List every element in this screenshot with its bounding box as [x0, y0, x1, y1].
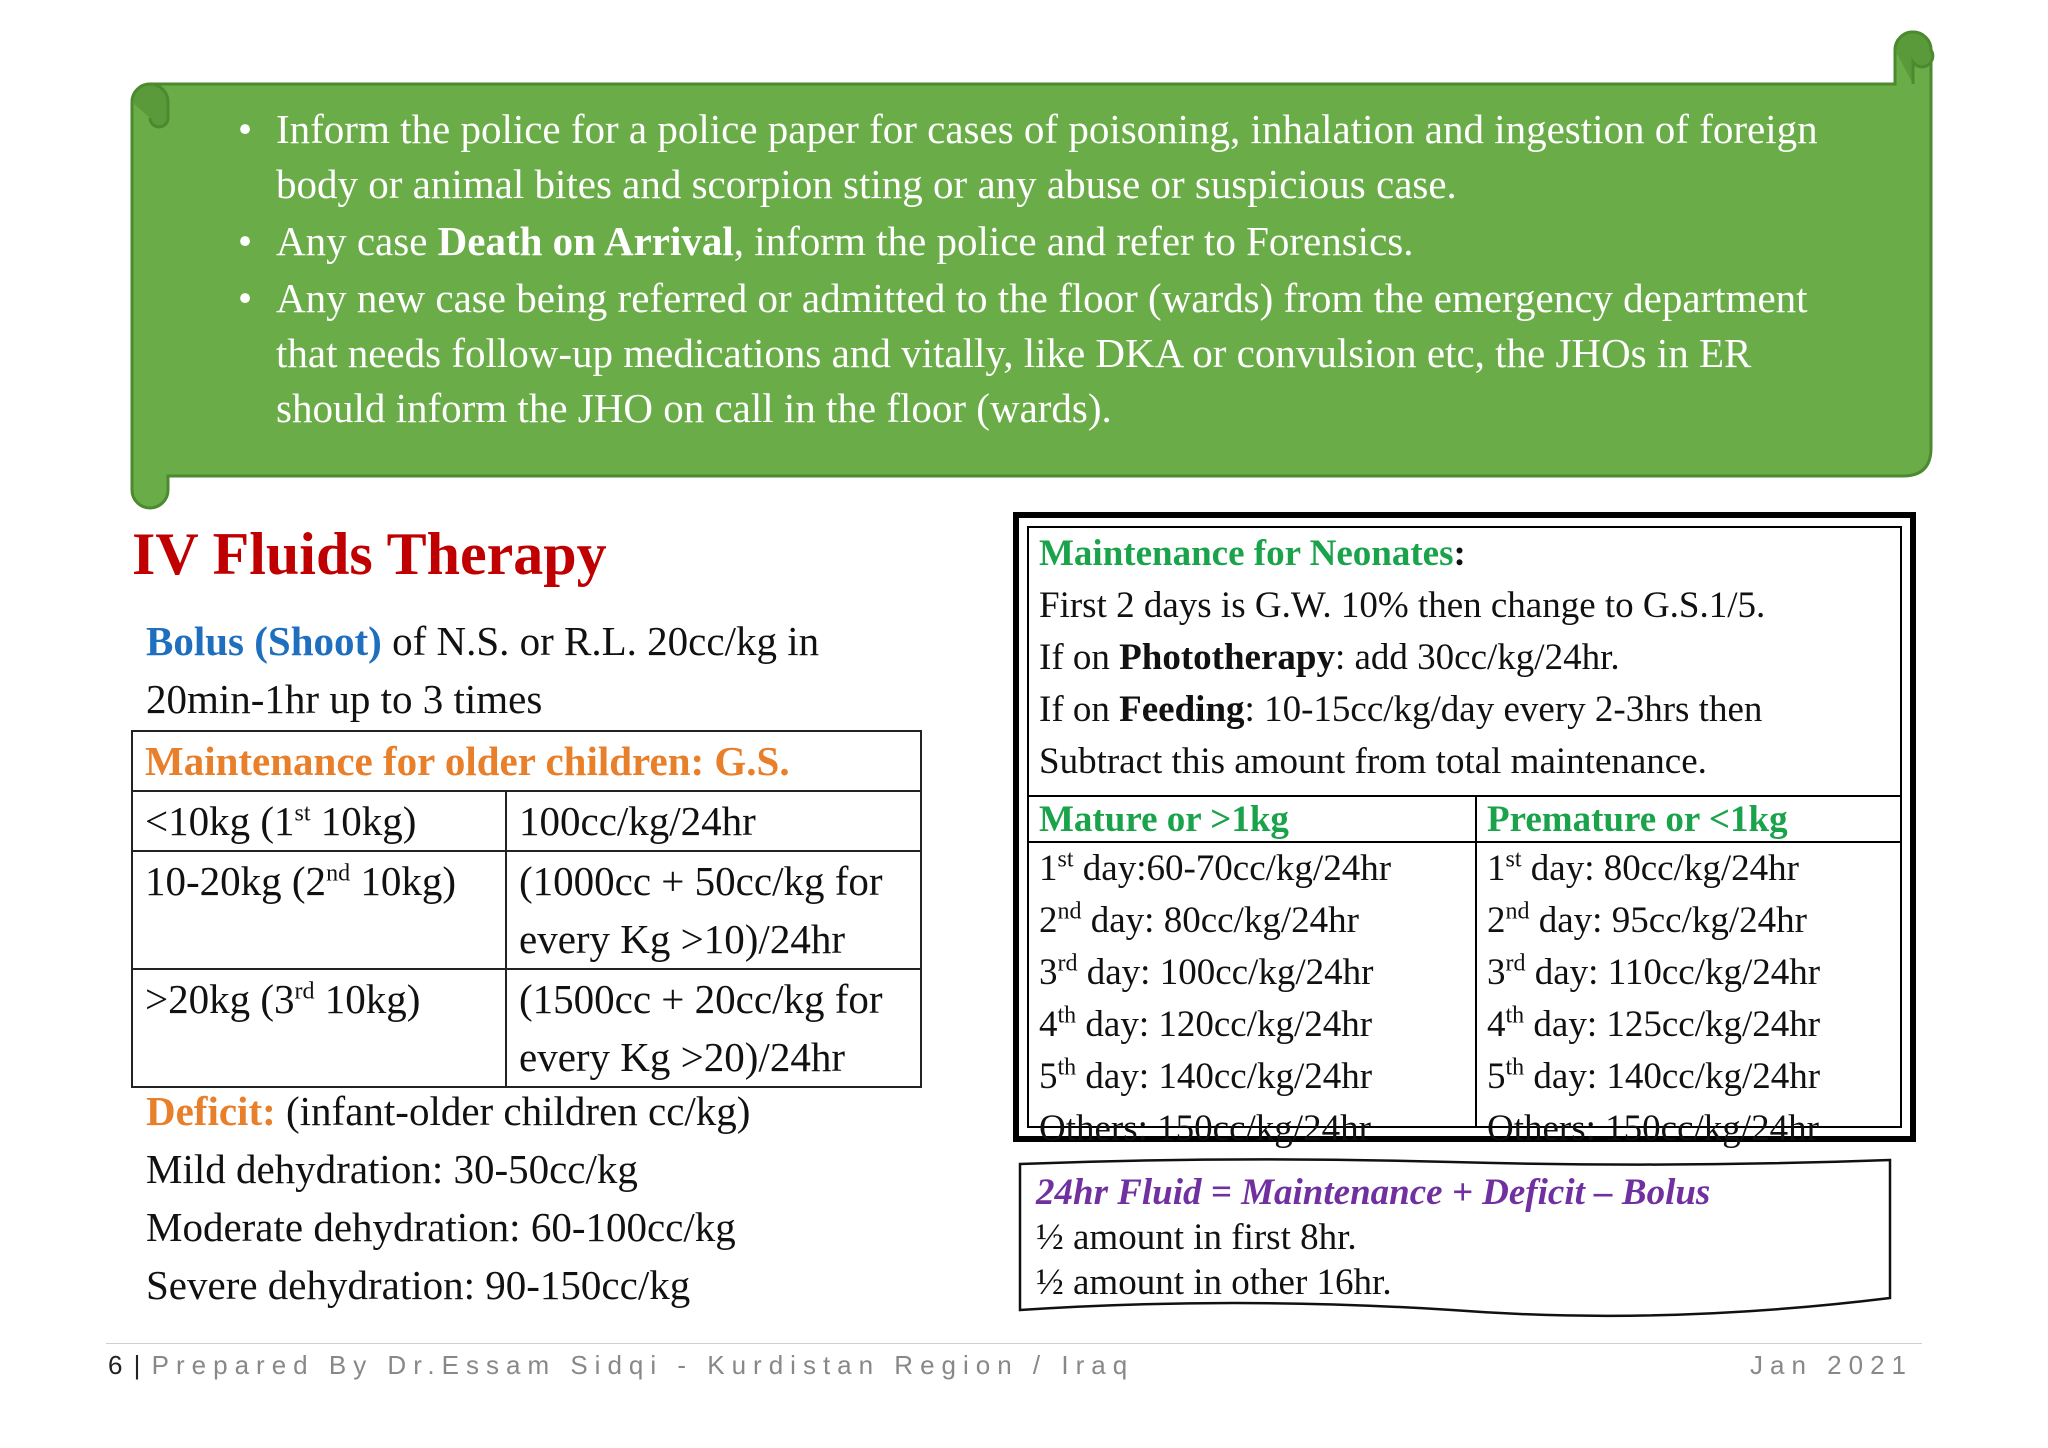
banner-item: • Any new case being referred or admitted to the floor (wards) from the emergency department that needs follow-up medications and vitally, like DKA or convulsion etc, the JHOs in ER should inform the JHO on call in the floor (wards). — [276, 271, 1870, 436]
deficit-moderate: Moderate dehydration: 60-100cc/kg — [146, 1204, 736, 1250]
day-row: 5th day: 140cc/kg/24hr — [1487, 1054, 1821, 1097]
page-number: 6 | — [108, 1350, 152, 1380]
formula-line2: ½ amount in other 16hr. — [1036, 1262, 1392, 1303]
phototherapy-label: Phototherapy — [1119, 637, 1335, 678]
footer-credit: Prepared By Dr.Essam Sidqi - Kurdistan Region / Iraq — [151, 1350, 1135, 1380]
page-title: IV Fluids Therapy — [132, 521, 607, 587]
table-header-row — [132, 731, 921, 791]
neonates-inner — [1027, 526, 1902, 1149]
bolus-text — [146, 612, 926, 728]
table-row — [132, 791, 921, 851]
footer-date: Jan 2021 — [1750, 1350, 1913, 1380]
mature-title: Mature or >1kg — [1029, 797, 1475, 843]
premature-column — [1477, 797, 1900, 1149]
rate-cell: (1000cc + 50cc/kg for every Kg >10)/24hr — [506, 851, 921, 969]
table-row — [132, 969, 921, 1087]
deficit-severe: Severe dehydration: 90-150cc/kg — [146, 1262, 691, 1308]
page-footer — [108, 1350, 1913, 1381]
day-row: 1st day:60-70cc/kg/24hr — [1039, 846, 1392, 889]
table-row — [132, 851, 921, 969]
bolus-line2: 20min-1hr up to 3 times — [146, 676, 543, 722]
neonates-title: Maintenance for Neonates — [1039, 533, 1454, 574]
deficit-label: Deficit: — [146, 1088, 276, 1134]
bullet-icon: • — [237, 218, 253, 264]
banner-list — [230, 102, 1870, 436]
day-row: Others: 150cc/kg/24hr — [1487, 1108, 1819, 1149]
banner-item: • Any case Death on Arrival, inform the police and refer to Forensics. — [276, 214, 1870, 269]
bullet-icon: • — [237, 275, 253, 321]
neonates-last-line: Subtract this amount from total maintenance. — [1039, 741, 1707, 782]
day-row: 1st day: 80cc/kg/24hr — [1487, 846, 1799, 889]
formula-line1: ½ amount in first 8hr. — [1036, 1217, 1357, 1258]
day-row: 2nd day: 80cc/kg/24hr — [1039, 898, 1359, 941]
bolus-label: Bolus (Shoot) — [146, 618, 382, 664]
day-row: 4th day: 125cc/kg/24hr — [1487, 1002, 1821, 1045]
maintenance-title: Maintenance for older children: G.S. — [132, 731, 921, 791]
rate-cell: 100cc/kg/24hr — [506, 791, 921, 851]
deficit-mild: Mild dehydration: 30-50cc/kg — [146, 1146, 638, 1192]
feeding-label: Feeding — [1119, 689, 1245, 730]
day-row: 2nd day: 95cc/kg/24hr — [1487, 898, 1807, 941]
day-row: 3rd day: 110cc/kg/24hr — [1487, 950, 1821, 993]
deficit-section — [146, 1082, 750, 1314]
neonates-box — [1013, 512, 1916, 1149]
maintenance-older-table — [131, 730, 922, 1088]
formula-title: 24hr Fluid = Maintenance + Deficit – Bolus — [1036, 1172, 1711, 1213]
premature-title: Premature or <1kg — [1477, 797, 1900, 843]
mature-rows — [1029, 843, 1475, 1155]
banner-notes — [230, 102, 1870, 438]
weight-cell: >20kg (3rd 10kg) — [132, 969, 506, 1087]
rate-cell: (1500cc + 20cc/kg for every Kg >20)/24hr — [506, 969, 921, 1087]
bolus-line1: of N.S. or R.L. 20cc/kg in — [381, 618, 820, 664]
premature-rows — [1477, 843, 1900, 1155]
day-row: 5th day: 140cc/kg/24hr — [1039, 1054, 1373, 1097]
mature-column — [1029, 797, 1477, 1149]
footer-divider — [106, 1343, 1922, 1344]
banner-item: • Inform the police for a police paper for cases of poisoning, inhalation and ingestion of foreign body or animal bites and scorpion sting or any abuse or suspicious case. — [276, 102, 1870, 212]
formula-card — [1036, 1170, 1710, 1305]
day-row: 4th day: 120cc/kg/24hr — [1039, 1002, 1373, 1045]
neonates-table — [1029, 795, 1900, 1149]
bullet-icon: • — [237, 106, 253, 152]
weight-cell: <10kg (1st 10kg) — [132, 791, 506, 851]
weight-cell: 10-20kg (2nd 10kg) — [132, 851, 506, 969]
neonates-intro: Maintenance for Neonates: First 2 days is G.W. 10% then change to G.S.1/5. If on Phototherapy: add 30cc/kg/24hr. If on Feeding: 10-15cc/kg/day every 2-3hrs then Subtract this amount from total maintenance. — [1039, 533, 1766, 782]
deficit-desc: (infant-older children cc/kg) — [275, 1088, 751, 1134]
neonates-line1: First 2 days is G.W. 10% then change to G.S.1/5. — [1039, 585, 1766, 626]
day-row: Others: 150cc/kg/24hr — [1039, 1108, 1371, 1149]
day-row: 3rd day: 100cc/kg/24hr — [1039, 950, 1374, 993]
